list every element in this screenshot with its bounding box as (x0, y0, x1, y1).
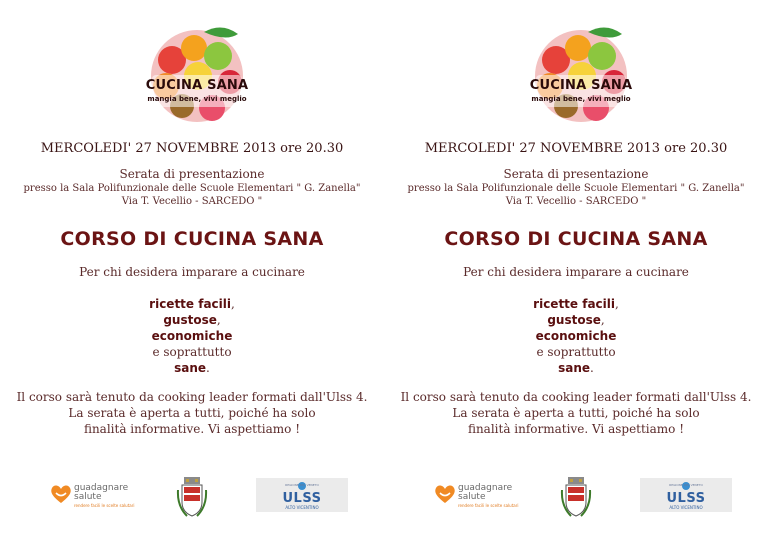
municipal-crest-icon (175, 476, 209, 520)
event-subtitle: Serata di presentazione (119, 167, 265, 181)
guadagnare-salute-logo (50, 482, 135, 514)
event-date: MERCOLEDI' 27 NOVEMBRE 2013 ore 20.30 (424, 141, 728, 156)
ulss-name: ULSS (666, 491, 706, 506)
ulss-region: REGIONE DEL VENETO (669, 483, 703, 487)
course-title: CORSO DI CUCINA SANA (444, 228, 708, 250)
ulss-subtitle: ALTO VICENTINO (669, 505, 703, 510)
ulss-name: ULSS (282, 491, 322, 506)
logo-title: CUCINA SANA (529, 78, 633, 93)
heart-icon (434, 484, 456, 504)
logo-title: CUCINA SANA (145, 78, 249, 93)
list-item: sane. (174, 361, 210, 375)
guadagnare-salute-logo (434, 482, 519, 514)
heart-icon (50, 484, 72, 504)
event-address: Via T. Vecellio - SARCEDO " (505, 196, 647, 207)
ulss-logo (640, 478, 732, 512)
guadagnare-tagline: rendere facili le scelte salutari (74, 503, 135, 508)
list-item: e soprattutto (152, 345, 232, 359)
guadagnare-tagline: rendere facili le scelte salutari (458, 503, 519, 508)
event-subtitle: Serata di presentazione (503, 167, 649, 181)
event-address: Via T. Vecellio - SARCEDO " (121, 196, 263, 207)
closing-line-2: La serata è aperta a tutti, poiché ha solo (68, 406, 316, 420)
logo-tagline: mangia bene, vivi meglio (147, 95, 247, 103)
cucina-sana-logo (142, 20, 252, 125)
event-date: MERCOLEDI' 27 NOVEMBRE 2013 ore 20.30 (40, 141, 344, 156)
closing-line-1: Il corso sarà tenuto da cooking leader formati dall'Ulss 4. (16, 390, 368, 404)
list-item: e soprattutto (536, 345, 616, 359)
closing-line-3: finalità informative. Vi aspettiamo ! (467, 422, 685, 436)
fruit-apple-icon (142, 20, 252, 125)
fruit-apple-icon (526, 20, 636, 125)
audience-text: Per chi desidera imparare a cucinare (463, 265, 689, 279)
list-item: economiche (151, 329, 233, 343)
closing-line-2: La serata è aperta a tutti, poiché ha solo (452, 406, 700, 420)
course-title: CORSO DI CUCINA SANA (60, 228, 324, 250)
audience-text: Per chi desidera imparare a cucinare (79, 265, 305, 279)
closing-line-3: finalità informative. Vi aspettiamo ! (83, 422, 301, 436)
logo-tagline: mangia bene, vivi meglio (531, 95, 631, 103)
ulss-logo (256, 478, 348, 512)
list-item: gustose, (163, 313, 221, 327)
list-item: ricette facili, (533, 297, 619, 311)
ulss-subtitle: ALTO VICENTINO (285, 505, 319, 510)
flyer-right (384, 0, 768, 543)
closing-line-1: Il corso sarà tenuto da cooking leader formati dall'Ulss 4. (400, 390, 752, 404)
list-item: ricette facili, (149, 297, 235, 311)
event-venue: presso la Sala Polifunzionale delle Scuole Elementari " G. Zanella" (407, 183, 745, 194)
list-item: economiche (535, 329, 617, 343)
municipal-crest-icon (559, 476, 593, 520)
event-venue: presso la Sala Polifunzionale delle Scuole Elementari " G. Zanella" (23, 183, 361, 194)
guadagnare-name: guadagnare salute (458, 483, 513, 502)
cucina-sana-logo (526, 20, 636, 125)
guadagnare-name: guadagnare salute (74, 483, 129, 502)
list-item: gustose, (547, 313, 605, 327)
ulss-region: REGIONE DEL VENETO (285, 483, 319, 487)
list-item: sane. (558, 361, 594, 375)
